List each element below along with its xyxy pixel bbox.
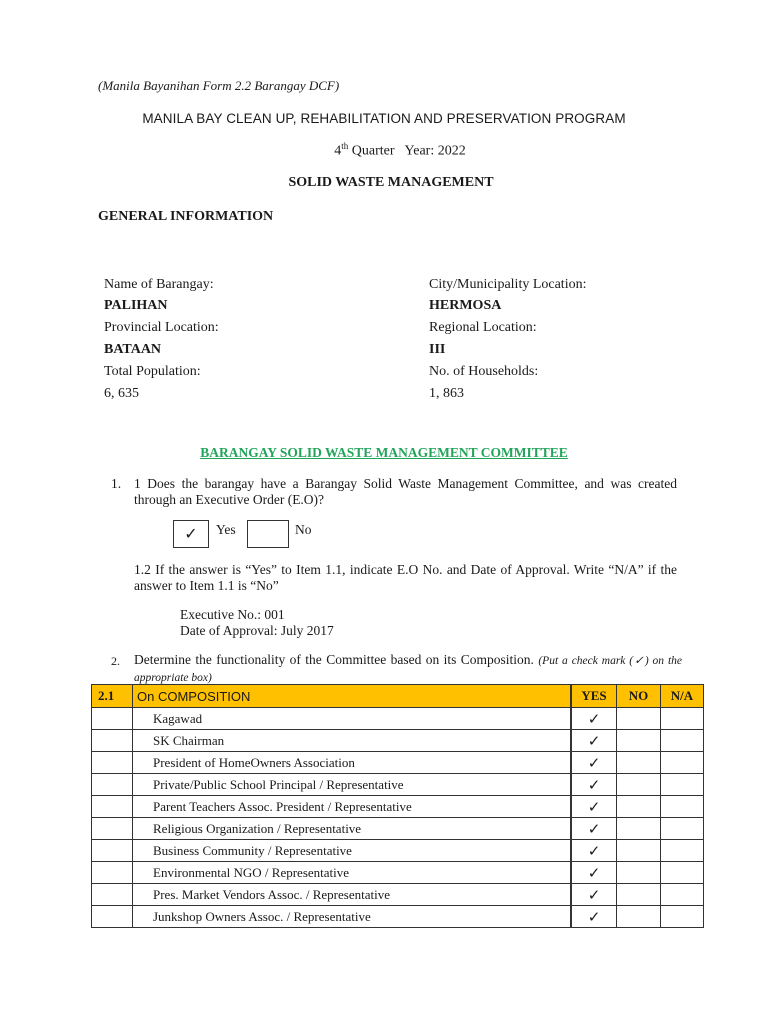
row-spacer-cell bbox=[92, 708, 133, 730]
yes-check-cell[interactable]: ✓ bbox=[571, 862, 617, 884]
row-label: SK Chairman bbox=[133, 730, 572, 752]
population-label: Total Population: bbox=[104, 364, 201, 379]
section-number: 2.1 bbox=[92, 685, 133, 708]
document-title: SOLID WASTE MANAGEMENT bbox=[288, 175, 494, 190]
table-row bbox=[92, 774, 704, 796]
households-value: 1, 863 bbox=[429, 386, 464, 401]
row-label: Kagawad bbox=[133, 708, 572, 730]
yes-check-cell[interactable]: ✓ bbox=[571, 708, 617, 730]
executive-order-number: Executive No.: 001 bbox=[180, 607, 285, 622]
yes-check-cell[interactable]: ✓ bbox=[571, 906, 617, 928]
program-title: MANILA BAY CLEAN UP, REHABILITATION AND PRESERVATION PROGRAM bbox=[142, 111, 626, 126]
no-checkbox[interactable] bbox=[247, 520, 289, 548]
row-label: Business Community / Representative bbox=[133, 840, 572, 862]
na-check-cell[interactable] bbox=[661, 906, 704, 928]
col-na: N/A bbox=[661, 685, 704, 708]
form-id: (Manila Bayanihan Form 2.2 Barangay DCF) bbox=[98, 78, 340, 93]
no-check-cell[interactable] bbox=[617, 708, 661, 730]
table-row bbox=[92, 906, 704, 928]
city-value: HERMOSA bbox=[429, 298, 502, 313]
general-info-heading: GENERAL INFORMATION bbox=[98, 209, 274, 224]
province-label: Provincial Location: bbox=[104, 320, 219, 335]
quarter-year bbox=[0, 141, 768, 160]
row-label: Private/Public School Principal / Representative bbox=[133, 774, 572, 796]
question-2-text bbox=[134, 652, 682, 686]
row-spacer-cell bbox=[92, 752, 133, 774]
question-2-hint: (Put a check mark (✓) on the appropriate box) bbox=[134, 655, 683, 684]
no-check-cell[interactable] bbox=[617, 884, 661, 906]
city-label: City/Municipality Location: bbox=[429, 277, 587, 292]
yes-check-cell[interactable]: ✓ bbox=[571, 752, 617, 774]
no-check-cell[interactable] bbox=[617, 730, 661, 752]
row-label: Religious Organization / Representative bbox=[133, 818, 572, 840]
yes-label: Yes bbox=[216, 522, 236, 537]
no-label: No bbox=[295, 522, 312, 537]
row-spacer-cell bbox=[92, 818, 133, 840]
yes-check-cell[interactable]: ✓ bbox=[571, 840, 617, 862]
na-check-cell[interactable] bbox=[661, 774, 704, 796]
quarter-number: 4 bbox=[334, 143, 342, 159]
col-no: NO bbox=[617, 685, 661, 708]
row-spacer-cell bbox=[92, 906, 133, 928]
row-label: Parent Teachers Assoc. President / Representative bbox=[133, 796, 572, 818]
no-check-cell[interactable] bbox=[617, 752, 661, 774]
committee-heading: BARANGAY SOLID WASTE MANAGEMENT COMMITTEE bbox=[200, 445, 568, 460]
no-check-cell[interactable] bbox=[617, 796, 661, 818]
no-check-cell[interactable] bbox=[617, 862, 661, 884]
na-check-cell[interactable] bbox=[661, 730, 704, 752]
yes-check-cell[interactable]: ✓ bbox=[571, 730, 617, 752]
province-value: BATAAN bbox=[104, 342, 162, 357]
row-spacer-cell bbox=[92, 840, 133, 862]
row-spacer-cell bbox=[92, 774, 133, 796]
yes-check-cell[interactable]: ✓ bbox=[571, 884, 617, 906]
row-label: Environmental NGO / Representative bbox=[133, 862, 572, 884]
households-label: No. of Households: bbox=[429, 364, 539, 379]
no-check-cell[interactable] bbox=[617, 818, 661, 840]
yes-check-cell[interactable]: ✓ bbox=[571, 796, 617, 818]
na-check-cell[interactable] bbox=[661, 884, 704, 906]
table-row bbox=[92, 796, 704, 818]
table-row bbox=[92, 862, 704, 884]
no-check-cell[interactable] bbox=[617, 840, 661, 862]
barangay-value: PALIHAN bbox=[104, 298, 168, 313]
yes-check-cell[interactable]: ✓ bbox=[571, 774, 617, 796]
row-label: Junkshop Owners Assoc. / Representative bbox=[133, 906, 572, 928]
table-row bbox=[92, 818, 704, 840]
question-1-text: 1 Does the barangay have a Barangay Solid Waste Management Committee, and was created through an Executive Order (E.O)? bbox=[134, 476, 677, 507]
no-check-cell[interactable] bbox=[617, 906, 661, 928]
row-label: Pres. Market Vendors Assoc. / Representative bbox=[133, 884, 572, 906]
barangay-label: Name of Barangay: bbox=[104, 277, 214, 292]
population-value: 6, 635 bbox=[104, 386, 139, 401]
na-check-cell[interactable] bbox=[661, 840, 704, 862]
question-2-main: Determine the functionality of the Committee based on its Composition. bbox=[134, 652, 534, 667]
no-check-cell[interactable] bbox=[617, 774, 661, 796]
na-check-cell[interactable] bbox=[661, 796, 704, 818]
row-spacer-cell bbox=[92, 796, 133, 818]
row-spacer-cell bbox=[92, 862, 133, 884]
row-spacer-cell bbox=[92, 884, 133, 906]
question-1-number: 1. bbox=[111, 476, 122, 491]
row-spacer-cell bbox=[92, 730, 133, 752]
col-yes: YES bbox=[571, 685, 617, 708]
yes-checkbox[interactable]: ✓ bbox=[173, 520, 209, 548]
na-check-cell[interactable] bbox=[661, 708, 704, 730]
question-1-2-text: 1.2 If the answer is “Yes” to Item 1.1, indicate E.O No. and Date of Approval. Write “N/A” if the answer to Item 1.1 is “No” bbox=[134, 562, 677, 593]
approval-date: Date of Approval: July 2017 bbox=[180, 623, 334, 638]
na-check-cell[interactable] bbox=[661, 862, 704, 884]
region-label: Regional Location: bbox=[429, 320, 537, 335]
composition-table bbox=[91, 684, 704, 928]
table-row bbox=[92, 884, 704, 906]
region-value: III bbox=[429, 342, 446, 357]
table-row bbox=[92, 708, 704, 730]
na-check-cell[interactable] bbox=[661, 818, 704, 840]
row-label: President of HomeOwners Association bbox=[133, 752, 572, 774]
na-check-cell[interactable] bbox=[661, 752, 704, 774]
quarter-rest: Quarter Year: 2022 bbox=[348, 143, 466, 159]
table-row bbox=[92, 730, 704, 752]
table-row bbox=[92, 840, 704, 862]
section-title: On COMPOSITION bbox=[133, 685, 572, 708]
yes-check-cell[interactable]: ✓ bbox=[571, 818, 617, 840]
table-row bbox=[92, 752, 704, 774]
quarter-suffix: th bbox=[341, 141, 349, 151]
question-2-number: 2. bbox=[111, 654, 120, 668]
table-header-row bbox=[92, 685, 704, 708]
